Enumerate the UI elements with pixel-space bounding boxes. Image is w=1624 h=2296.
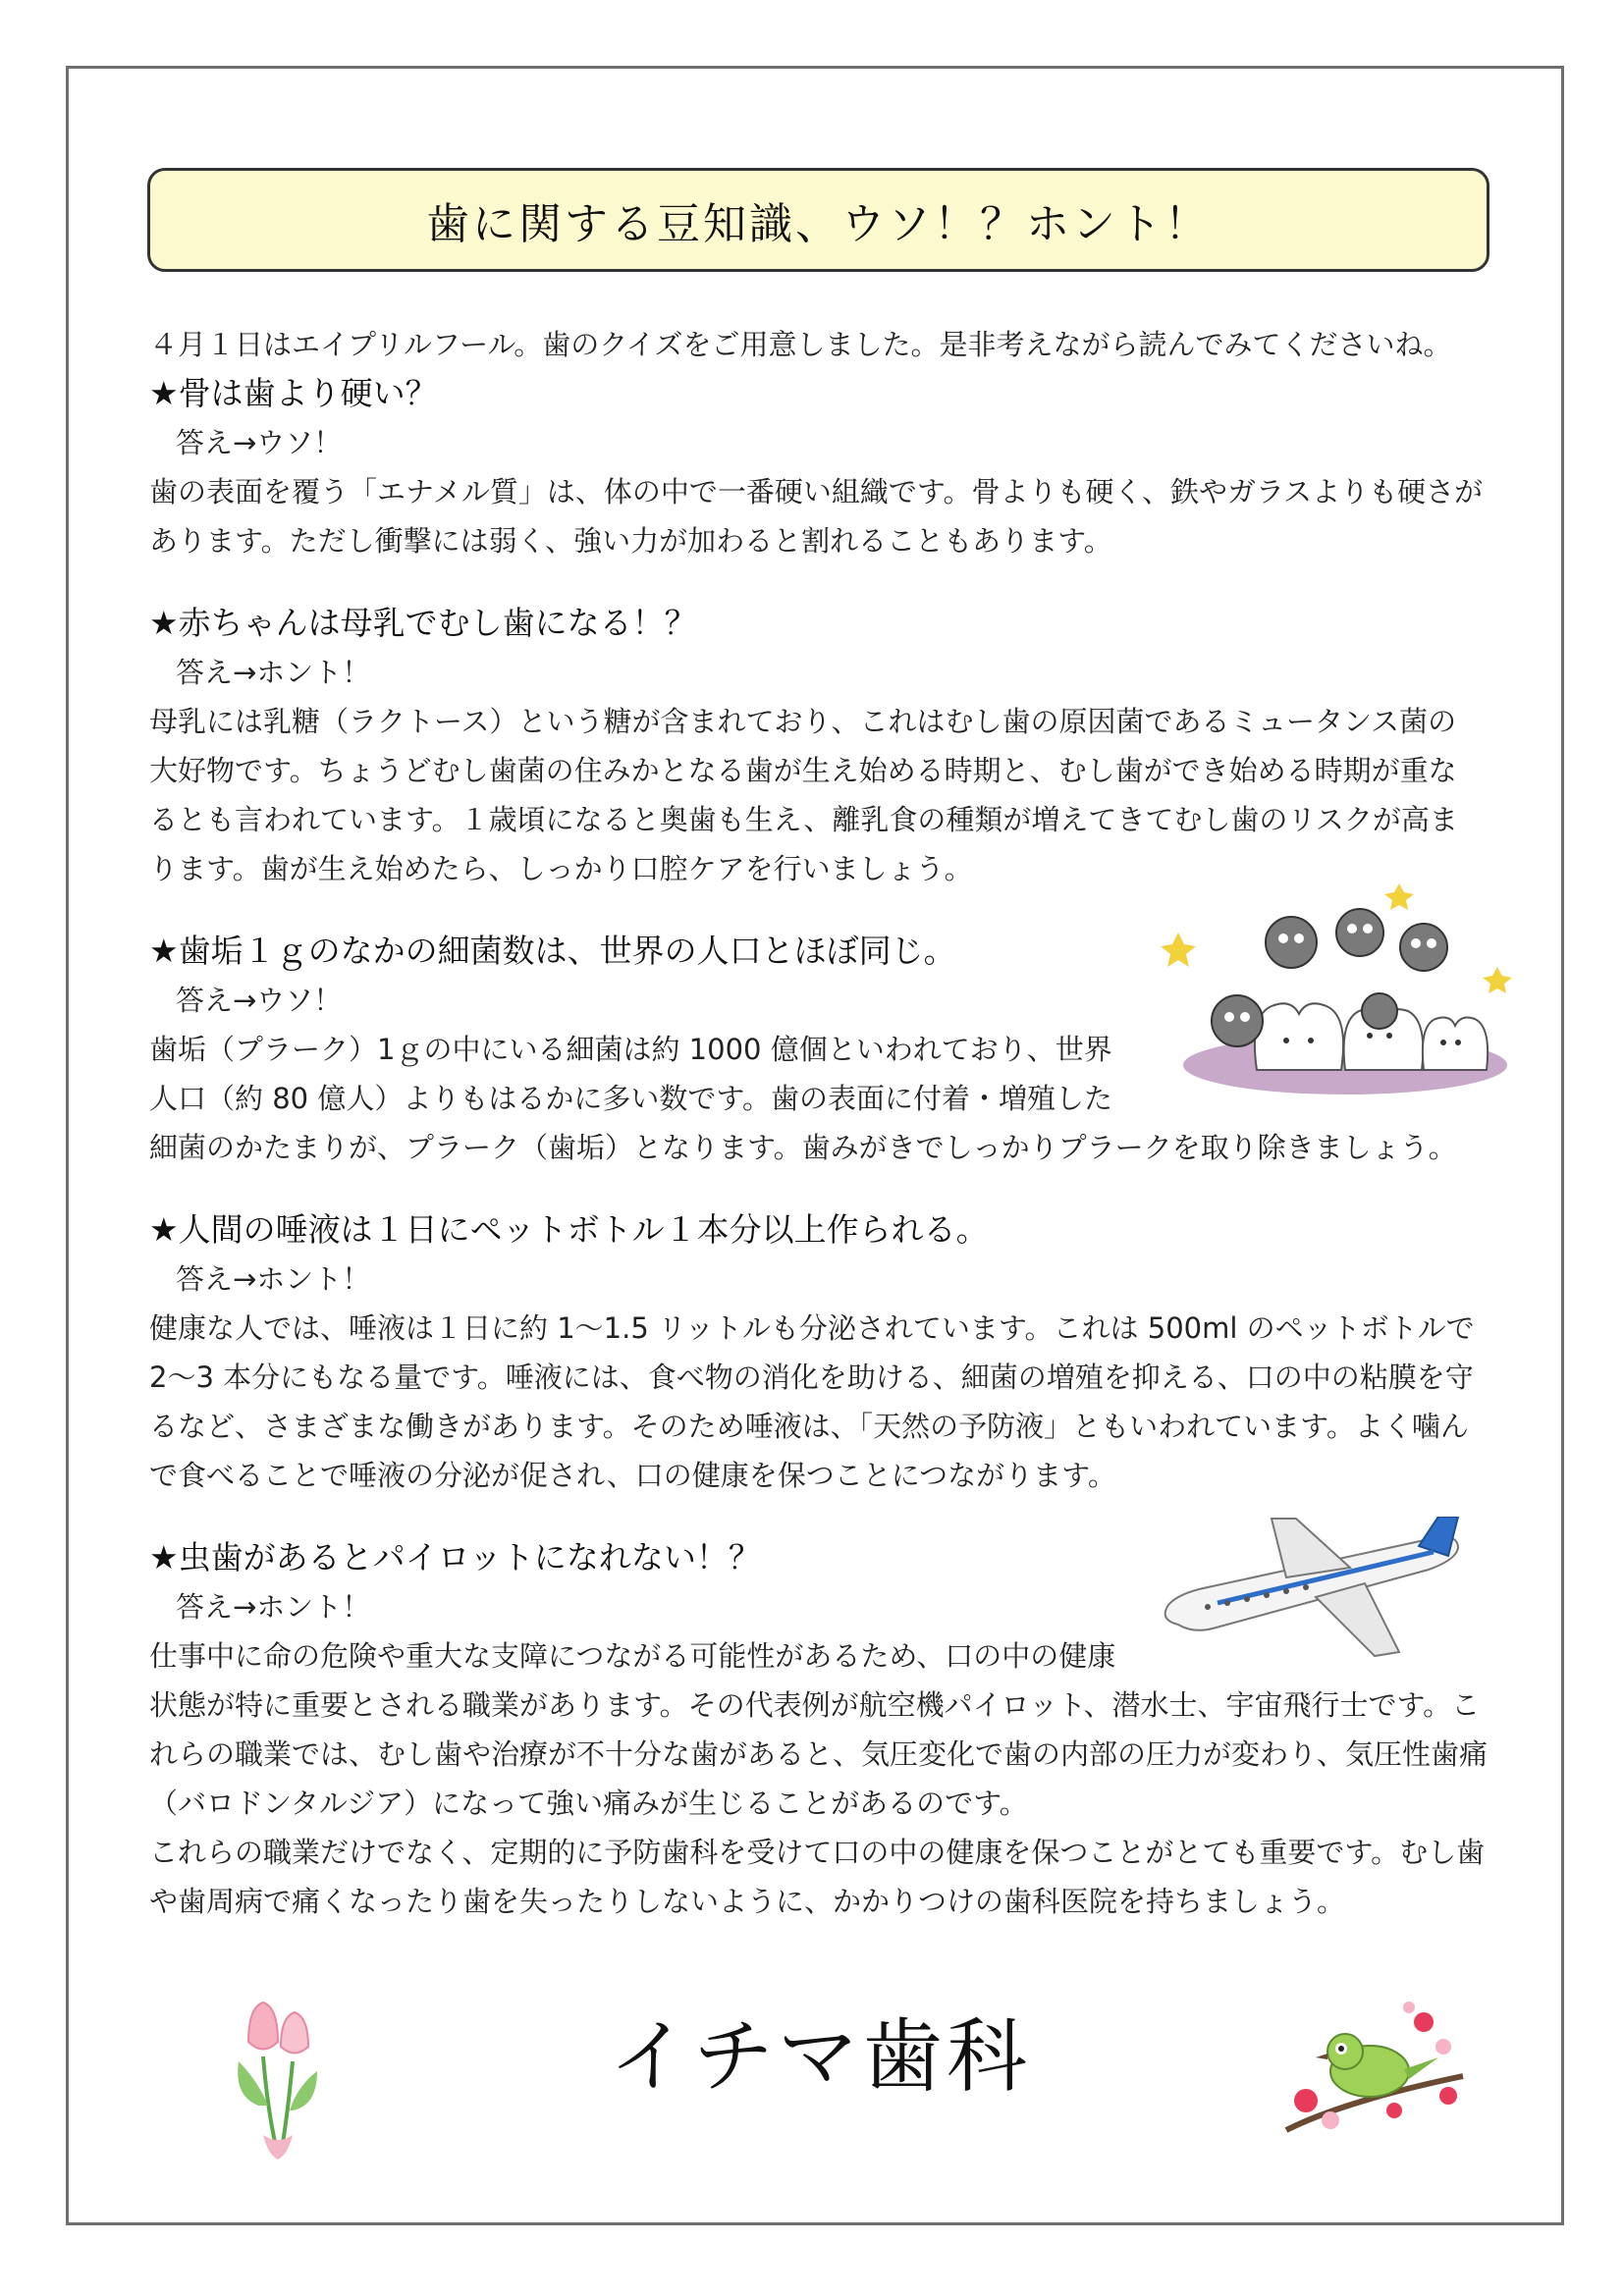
title-banner bbox=[147, 168, 1489, 272]
explanation-line: 人口（約 80 億人）よりもはるかに多い数です。歯の表面に付着・増殖した bbox=[149, 1082, 1113, 1115]
quiz-section-1 bbox=[149, 369, 1494, 565]
explanation-line: や歯周病で痛くなったり歯を失ったりしないように、かかりつけの歯科医院を持ちましょう。 bbox=[149, 1885, 1346, 1918]
quiz-answer: 答え→ホント！ bbox=[176, 1262, 371, 1296]
explanation-line: これらの職業だけでなく、定期的に予防歯科を受けて口の中の健康を保つことがとても重要です。むし歯 bbox=[149, 1836, 1486, 1869]
quiz-answer: 答え→ホント！ bbox=[176, 656, 371, 689]
explanation-line: 母乳には乳糖（ラクトース）という糖が含まれており、これはむし歯の原因菌であるミュータンス菌の bbox=[149, 705, 1457, 738]
page-title: 歯に関する豆知識、ウソ！？ホント！ bbox=[426, 199, 1211, 249]
cavity-germs-illustration bbox=[1159, 874, 1512, 1099]
explanation-line: 歯の表面を覆う「エナメル質」は、体の中で一番硬い組織です。骨よりも硬く、鉄やガラスよりも硬さが bbox=[149, 475, 1484, 508]
quiz-section-2 bbox=[149, 599, 1494, 893]
clinic-name: イチマ歯科 bbox=[609, 2010, 1032, 2104]
quiz-question: ★骨は歯より硬い？ bbox=[149, 374, 438, 412]
explanation-line: 歯垢（プラーク）1ｇの中にいる細菌は約 1000 億個といわれており、世界 bbox=[149, 1033, 1112, 1066]
quiz-answer: 答え→ウソ！ bbox=[176, 984, 343, 1017]
explanation-line: るなど、さまざまな働きがあります。そのため唾液は、「天然の予防液」ともいわれています。よく噛ん bbox=[149, 1410, 1469, 1443]
quiz-answer: 答え→ホント！ bbox=[176, 1590, 371, 1624]
explanation-line: 健康な人では、唾液は１日に約 1～1.5 リットルも分泌されています。これは 500ml のペットボトルで bbox=[149, 1311, 1475, 1345]
explanation-line: 仕事中に命の危険や重大な支障につながる可能性があるため、口の中の健康 bbox=[149, 1639, 1116, 1673]
explanation-line: 細菌のかたまりが、プラーク（歯垢）となります。歯みがきでしっかりプラークを取り除きましょう。 bbox=[149, 1131, 1457, 1164]
quiz-question: ★歯垢１ｇのなかの細菌数は、世界の人口とほぼ同じ。 bbox=[149, 932, 956, 970]
explanation-line: 2～3 本分にもなる量です。唾液には、食べ物の消化を助ける、細菌の増殖を抑える、口の中の粘膜を守 bbox=[149, 1361, 1474, 1394]
tulip-illustration bbox=[224, 1998, 332, 2164]
explanation-line: で食べることで唾液の分泌が促され、口の健康を保つことにつながります。 bbox=[149, 1459, 1116, 1492]
explanation-line: ります。歯が生え始めたら、しっかり口腔ケアを行いましょう。 bbox=[149, 852, 973, 885]
explanation-line: れらの職業では、むし歯や治療が不十分な歯があると、気圧変化で歯の内部の圧力が変わり、気圧性歯痛 bbox=[149, 1737, 1489, 1771]
quiz-question: ★人間の唾液は１日にペットボトル１本分以上作られる。 bbox=[149, 1210, 989, 1249]
explanation-line: 大好物です。ちょうどむし歯菌の住みかとなる歯が生え始める時期と、むし歯ができ始める時期が重な bbox=[149, 754, 1457, 787]
explanation-line: るとも言われています。１歳頃になると奥歯も生え、離乳食の種類が増えてきてむし歯のリスクが高ま bbox=[149, 803, 1458, 836]
quiz-question: ★赤ちゃんは母乳でむし歯になる！？ bbox=[149, 604, 697, 642]
airplane-illustration bbox=[1149, 1517, 1473, 1664]
bird-on-branch-illustration bbox=[1276, 1993, 1473, 2140]
explanation-line: 状態が特に重要とされる職業があります。その代表例が航空機パイロット、潜水士、宇宙飛行士です。こ bbox=[149, 1688, 1481, 1722]
explanation-line: あります。ただし衝撃には弱く、強い力が加わると割れることもあります。 bbox=[149, 524, 1112, 558]
intro-text: ４月１日はエイプリルフール。歯のクイズをご用意しました。是非考えながら読んでみてくださいね。 bbox=[149, 328, 1452, 361]
explanation-line: （バロドンタルジア）になって強い痛みが生じることがあるのです。 bbox=[149, 1787, 1028, 1820]
article-body bbox=[149, 320, 1494, 1926]
quiz-section-4 bbox=[149, 1205, 1494, 1500]
quiz-answer: 答え→ウソ！ bbox=[176, 426, 343, 459]
quiz-question: ★虫歯があるとパイロットになれない！？ bbox=[149, 1538, 761, 1576]
